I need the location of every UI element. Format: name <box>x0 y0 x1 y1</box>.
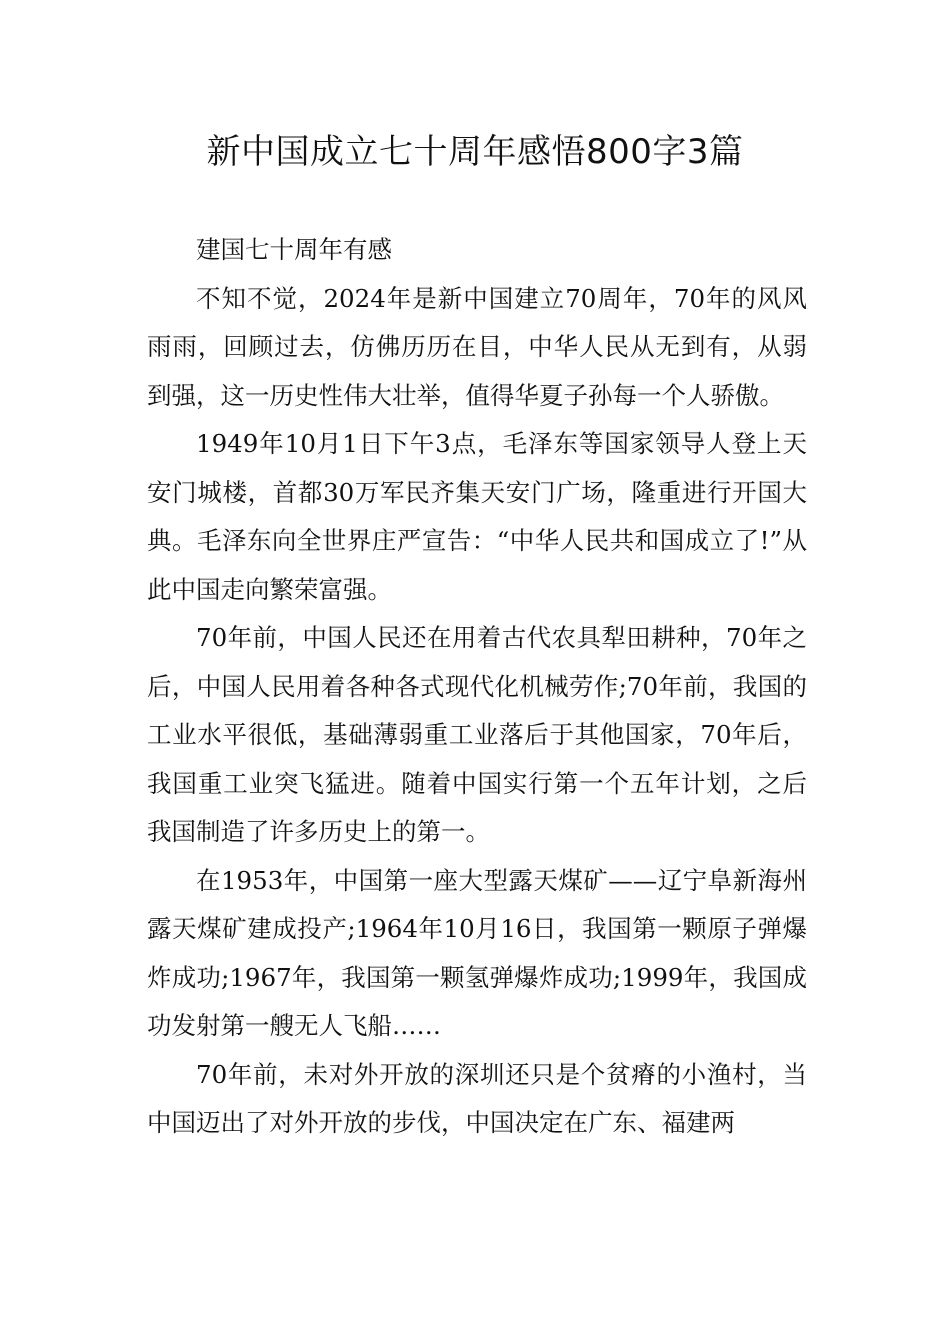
body-paragraph: 70年前，中国人民还在用着古代农具犁田耕种，70年之后，中国人民用着各种各式现代化机械劳作;70年前，我国的工业水平很低，基础薄弱重工业落后于其他国家，70年后，我国重工业突飞猛进。随着中国实行第一个五年计划，之后我国制造了许多历史上的第一。 <box>147 623 807 846</box>
body-paragraph: 70年前，未对外开放的深圳还只是个贫瘠的小渔村，当中国迈出了对外开放的步伐，中国决定在广东、福建两 <box>147 1059 807 1137</box>
body-paragraph: 1949年10月1日下午3点，毛泽东等国家领导人登上天安门城楼，首都30万军民齐集天安门广场，隆重进行开国大典。毛泽东向全世界庄严宣告：“中华人民共和国成立了!”从此中国走向繁荣富强。 <box>147 429 807 604</box>
document-title: 新中国成立七十周年感悟800字3篇 <box>206 132 744 172</box>
body-paragraph: 在1953年，中国第一座大型露天煤矿——辽宁阜新海州露天煤矿建成投产;1964年10月16日，我国第一颗原子弹爆炸成功;1967年，我国第一颗氢弹爆炸成功;1999年，我国成功发射第一艘无人飞船…… <box>147 865 807 1040</box>
subtitle-paragraph: 建国七十周年有感 <box>196 235 392 264</box>
body-paragraph: 不知不觉，2024年是新中国建立70周年，70年的风风雨雨，回顾过去，仿佛历历在目，中华人民从无到有，从弱到强，这一历史性伟大壮举，值得华夏子孙每一个人骄傲。 <box>147 283 807 410</box>
document-body <box>147 226 807 1148</box>
